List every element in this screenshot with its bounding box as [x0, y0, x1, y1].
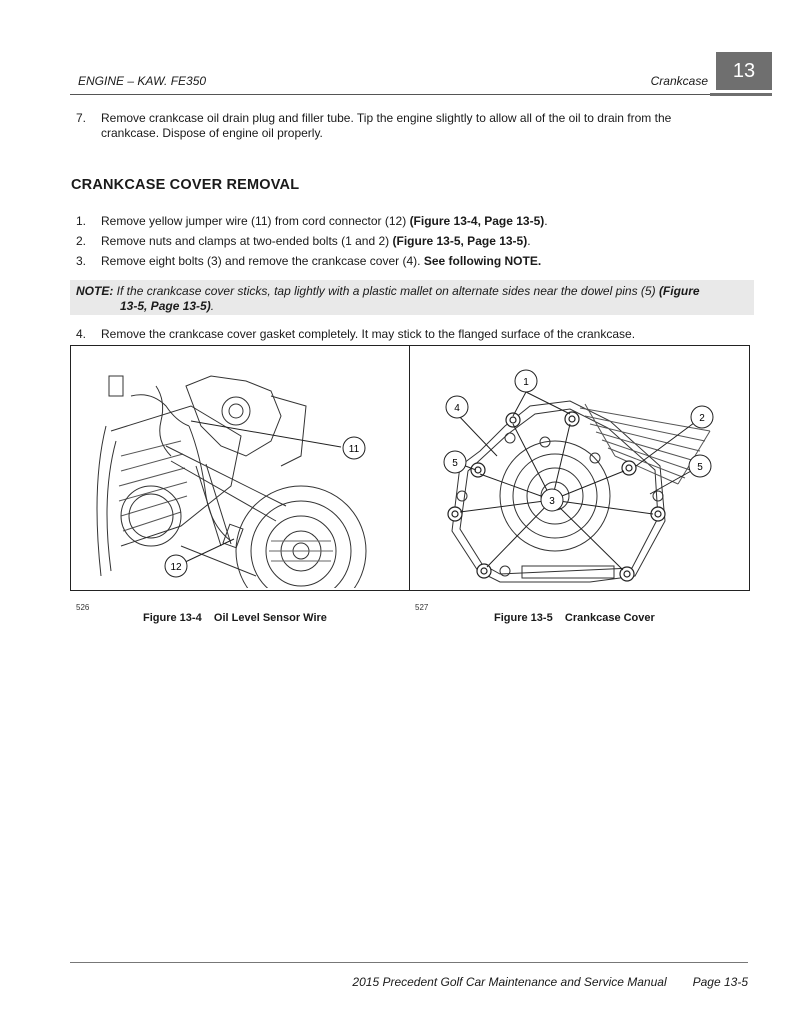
note-tail: . — [210, 299, 215, 313]
step-text: Remove the crankcase cover gasket completely. It may stick to the flanged surface of the crankcase. — [101, 327, 636, 341]
callout-label: 3 — [549, 496, 555, 507]
step-number: 2. — [76, 234, 87, 248]
step-2 — [76, 234, 756, 250]
figure-reference: (Figure 13-5, Page 13-5) — [392, 234, 528, 248]
intro-step — [76, 111, 756, 143]
section-title: CRANKCASE COVER REMOVAL — [71, 177, 300, 193]
step-number: 3. — [76, 254, 87, 268]
callout-11 — [343, 437, 365, 459]
callout-label: 1 — [523, 377, 529, 388]
figure-reference: See following NOTE. — [423, 254, 542, 268]
figure-number-527: 527 — [415, 603, 429, 612]
callout-4 — [446, 396, 468, 418]
chapter-tab-rule — [710, 93, 772, 96]
step-body: Remove eight bolts (3) and remove the crankcase cover (4). — [101, 254, 424, 268]
note-ref-part1: (Figure — [658, 284, 700, 298]
step-tail: . — [544, 214, 548, 228]
chapter-tab: 13 — [716, 52, 772, 90]
step-text — [101, 111, 731, 141]
figure-13-4-caption: Figure 13-4 Oil Level Sensor Wire — [143, 612, 327, 624]
step-number: 1. — [76, 214, 87, 228]
step-body: Remove nuts and clamps at two-ended bolts (1 and 2) — [101, 234, 393, 248]
step-3 — [76, 254, 756, 270]
callout-label: 5 — [452, 458, 458, 469]
note — [76, 284, 751, 314]
callout-label: 11 — [348, 444, 360, 455]
callout-3 — [541, 489, 563, 511]
step-number: 4. — [76, 327, 87, 341]
figure-reference: (Figure 13-4, Page 13-5) — [409, 214, 545, 228]
note-ref-part2: 13-5, Page 13-5) — [120, 299, 211, 313]
step-body: Remove yellow jumper wire (11) from cord connector (12) — [101, 214, 410, 228]
footer-rule — [70, 962, 748, 963]
step-number: 7. — [76, 111, 87, 125]
callout-5-left — [444, 451, 466, 473]
callout-label: 5 — [697, 462, 703, 473]
callout-label: 4 — [454, 403, 460, 414]
step-text — [101, 234, 731, 249]
running-header-right: Crankcase — [650, 74, 708, 88]
callout-2 — [691, 406, 713, 428]
header-rule — [70, 94, 710, 95]
crankcase-cover-illustration — [410, 346, 747, 588]
manual-title: 2015 Precedent Golf Car Maintenance and Service Manual — [352, 975, 667, 989]
step-text — [101, 254, 731, 269]
callout-12 — [165, 555, 187, 577]
page-footer — [200, 975, 748, 989]
callout-label: 12 — [170, 562, 182, 573]
step-text — [101, 214, 731, 229]
step-text-line1: Remove crankcase oil drain plug and filler tube. Tip the engine slightly to allow all of the oil to drain from the — [101, 111, 672, 125]
step-tail: . — [527, 234, 531, 248]
figure-13-5-caption: Figure 13-5 Crankcase Cover — [494, 612, 655, 624]
callout-label: 2 — [699, 413, 705, 424]
callout-5-right — [689, 455, 711, 477]
running-header-left: ENGINE – KAW. FE350 — [78, 74, 207, 88]
step-text-line2: crankcase. Dispose of engine oil properly. — [101, 126, 323, 140]
step-4 — [76, 327, 756, 343]
page-number: Page 13-5 — [692, 975, 748, 989]
callout-1 — [515, 370, 537, 392]
oil-level-sensor-illustration — [71, 346, 408, 588]
figure-number-526: 526 — [76, 603, 90, 612]
note-text: If the crankcase cover sticks, tap lightly with a plastic mallet on alternate sides near the dowel pins (5) — [113, 284, 659, 298]
step-1 — [76, 214, 756, 230]
note-label: NOTE: — [76, 284, 114, 298]
